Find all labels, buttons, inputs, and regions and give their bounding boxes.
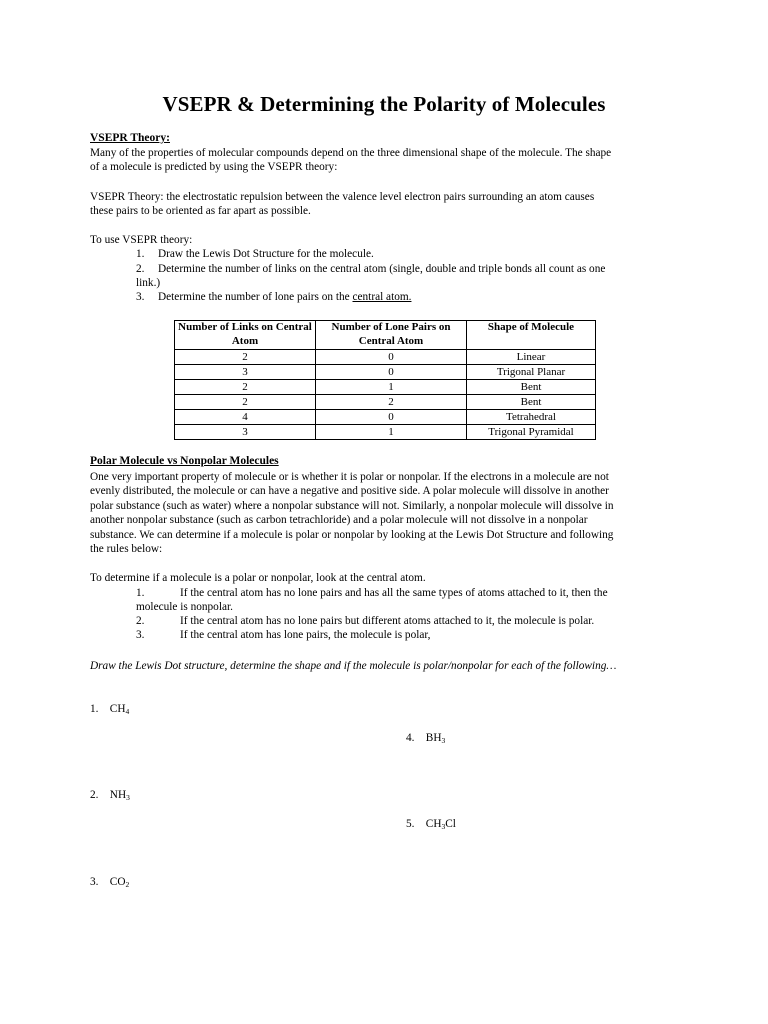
- table-header-lone-pairs: Number of Lone Pairs on Central Atom: [316, 321, 467, 350]
- vsepr-definition-line: these pairs to be oriented as far apart as possible.: [90, 205, 311, 218]
- formula-subscript: 3: [126, 793, 130, 802]
- vsepr-definition-line: VSEPR Theory: the electrostatic repulsion between the valence level electron pairs surrounding an atom causes: [90, 191, 595, 203]
- vsepr-intro-line: Many of the properties of molecular compounds depend on the three dimensional shape of the molecule. The shape: [90, 147, 612, 159]
- table-header-links: Number of Links on Central Atom: [175, 321, 316, 350]
- vsepr-heading: VSEPR Theory:: [90, 132, 170, 144]
- page-title: VSEPR & Determining the Polarity of Molecules: [162, 92, 606, 116]
- table-cell-links: 2: [175, 380, 316, 395]
- determine-line: To determine if a molecule is a polar or nonpolar, look at the central atom.: [90, 572, 426, 584]
- vsepr-step-text: Draw the Lewis Dot Structure for the molecule.: [158, 248, 374, 260]
- question-item: [406, 818, 456, 831]
- formula-tail: Cl: [445, 818, 456, 830]
- table-row: [175, 380, 596, 395]
- table-cell-links: 2: [175, 395, 316, 410]
- table-row: [175, 395, 596, 410]
- instruction-line: Draw the Lewis Dot structure, determine the shape and if the molecule is polar/nonpolar for each of the following…: [90, 660, 617, 672]
- question-number: 1.: [90, 703, 99, 715]
- table-cell-shape: Linear: [467, 350, 596, 365]
- rule-number: 2.: [136, 615, 145, 627]
- polarity-para-line: polar substance (such as water) where a nonpolar substance will not. Similarly, a nonpolar molecule will dissolve in: [90, 499, 614, 512]
- question-number: 5.: [406, 818, 415, 830]
- question-item: [90, 876, 129, 889]
- question-item: [90, 703, 129, 716]
- vsepr-step-number: 3.: [136, 291, 145, 303]
- table-cell-shape: Trigonal Planar: [467, 365, 596, 380]
- table-cell-shape: Bent: [467, 380, 596, 395]
- table-cell-links: 4: [175, 410, 316, 425]
- rule-text: If the central atom has lone pairs, the molecule is polar,: [180, 629, 431, 641]
- vsepr-intro-line: of a molecule is predicted by using the VSEPR theory:: [90, 161, 338, 174]
- vsepr-use-heading: To use VSEPR theory:: [90, 234, 193, 246]
- table-cell-lone-pairs: 0: [316, 410, 467, 425]
- rule-number: 3.: [136, 629, 145, 641]
- table-cell-shape: Bent: [467, 395, 596, 410]
- vsepr-definition: [90, 190, 690, 219]
- vsepr-step-text-plain: Determine the number of lone pairs on the: [158, 291, 353, 303]
- table-cell-lone-pairs: 0: [316, 365, 467, 380]
- formula-subscript: 2: [125, 880, 130, 889]
- formula-base: NH: [109, 789, 127, 801]
- vsepr-step-text: link.): [136, 277, 161, 289]
- rule-text: molecule is nonpolar.: [136, 601, 233, 613]
- table-cell-lone-pairs: 1: [316, 380, 467, 395]
- question-item: [90, 789, 130, 802]
- polarity-para-line: substance. We can determine if a molecule is polar or nonpolar by looking at the Lewis Dot Structure and following: [90, 528, 614, 541]
- central-atom-underlined: central atom.: [352, 291, 412, 303]
- rule-text: If the central atom has no lone pairs and has all the same types of atoms attached to it, then the: [180, 587, 608, 599]
- table-cell-lone-pairs: 1: [316, 425, 467, 440]
- formula-subscript: 4: [125, 707, 130, 716]
- vsepr-shape-table: [174, 320, 596, 440]
- formula-base: CH: [109, 703, 126, 715]
- polarity-para-line: another nonpolar substance (such as carbon tetrachloride) and a polar molecule will not dissolve in a nonpolar: [90, 514, 588, 527]
- formula-subscript: 3: [441, 822, 446, 831]
- table-cell-links: 3: [175, 425, 316, 440]
- table-cell-lone-pairs: 0: [316, 350, 467, 365]
- table-row: [175, 410, 596, 425]
- polarity-para-line: One very important property of molecule or is whether it is polar or nonpolar. If the electrons in a molecule are not: [90, 471, 609, 483]
- vsepr-intro: [90, 146, 690, 175]
- question-number: 4.: [406, 732, 415, 744]
- polarity-para-line: evenly distributed, the molecule or can have a negative and positive side. A polar molecule will dissolve in another: [90, 485, 609, 498]
- polarity-heading: Polar Molecule vs Nonpolar Molecules: [90, 455, 279, 467]
- rule-number: 1.: [136, 587, 145, 599]
- table-header-row: [175, 321, 596, 350]
- question-number: 2.: [90, 789, 99, 801]
- vsepr-step-number: 2.: [136, 263, 145, 275]
- vsepr-step-text: [158, 290, 411, 304]
- table-cell-lone-pairs: 2: [316, 395, 467, 410]
- question-number: 3.: [90, 876, 99, 888]
- table-cell-shape: Trigonal Pyramidal: [467, 425, 596, 440]
- table-row: [175, 365, 596, 380]
- formula-base: CH: [425, 818, 442, 830]
- table-row: [175, 425, 596, 440]
- vsepr-step-text: Determine the number of links on the central atom (single, double and triple bonds all count as one: [158, 263, 606, 275]
- table-cell-shape: Tetrahedral: [467, 410, 596, 425]
- formula-subscript: 3: [441, 736, 446, 745]
- table-header-shape: Shape of Molecule: [467, 321, 596, 350]
- formula-base: CO: [109, 876, 126, 888]
- question-item: [406, 732, 445, 745]
- polarity-para-line: the rules below:: [90, 543, 163, 556]
- vsepr-step-number: 1.: [136, 248, 145, 260]
- polarity-paragraph: [90, 470, 690, 556]
- table-cell-links: 2: [175, 350, 316, 365]
- rule-text: If the central atom has no lone pairs but different atoms attached to it, the molecule is polar.: [180, 615, 595, 627]
- formula-base: BH: [425, 732, 442, 744]
- table-cell-links: 3: [175, 365, 316, 380]
- table-row: [175, 350, 596, 365]
